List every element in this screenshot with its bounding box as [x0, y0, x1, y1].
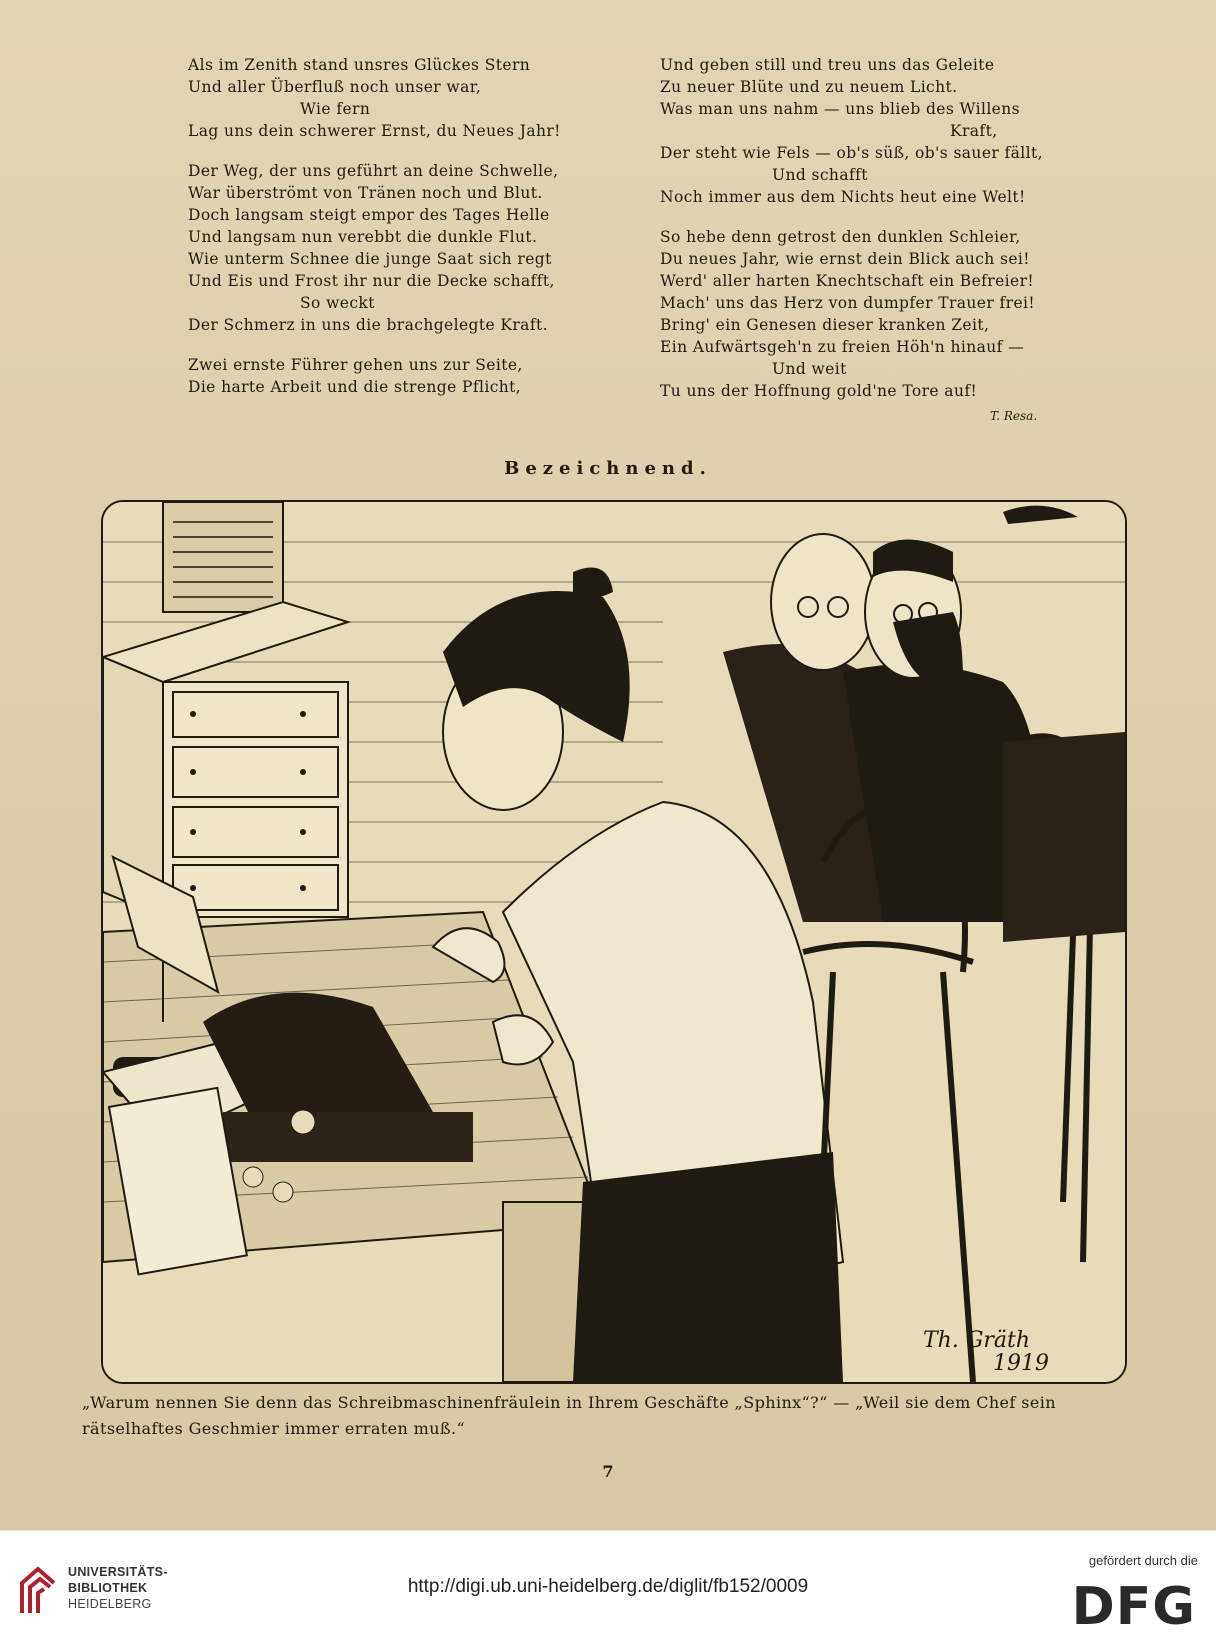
- artist-signature: Th. Gräth: [923, 1328, 1031, 1353]
- poem-line: Als im Zenith stand unsres Glückes Stern: [188, 56, 531, 74]
- poem-line: Wie unterm Schnee die junge Saat sich regt: [188, 250, 552, 268]
- poem-line: Mach' uns das Herz von dumpfer Trauer frei!: [660, 294, 1036, 312]
- artist-signature-year: 1919: [993, 1351, 1049, 1376]
- poem-line: Und aller Überfluß noch unser war,: [188, 78, 482, 96]
- stanza-gap: [188, 336, 608, 354]
- stanza-gap: [660, 208, 1080, 226]
- poem-line: Der steht wie Fels — ob's süß, ob's sauer fällt,: [660, 144, 1043, 162]
- poem-line: Tu uns der Hoffnung gold'ne Tore auf!: [660, 382, 978, 400]
- dfg-logo: DFG: [1071, 1577, 1196, 1637]
- page-number: 7: [602, 1462, 614, 1481]
- poem-line: Die harte Arbeit und die strenge Pflicht,: [188, 378, 522, 396]
- poem-line: Und geben still und treu uns das Geleite: [660, 56, 995, 74]
- poem-line: Und langsam nun verebbt die dunkle Flut.: [188, 228, 538, 246]
- poem-line: Ein Aufwärtsgeh'n zu freien Höh'n hinauf —: [660, 338, 1024, 356]
- institution-name: UNIVERSITÄTS- BIBLIOTHEK HEIDELBERG: [68, 1565, 168, 1611]
- poem-line: Du neues Jahr, wie ernst dein Blick auch sei!: [660, 250, 1030, 268]
- poem-line: Was man uns nahm — uns blieb des Willens: [660, 100, 1020, 118]
- cartoon-title: Bezeichnend.: [504, 458, 712, 479]
- permalink-url[interactable]: http://digi.ub.uni-heidelberg.de/diglit/fb152/0009: [407, 1576, 809, 1597]
- poem-line: Kraft,: [950, 122, 998, 140]
- cartoon-caption: „Warum nennen Sie denn das Schreibmaschinenfräulein in Ihrem Geschäfte „Sphinx“?“ — „Weil sie dem Chef sein rätselhaftes Geschmier immer erraten muß.“: [82, 1393, 1056, 1438]
- poem-line: Werd' aller harten Knechtschaft ein Befreier!: [660, 272, 1035, 290]
- poem-line: Und Eis und Frost ihr nur die Decke schafft,: [188, 272, 555, 290]
- poem-left-column: [188, 54, 608, 398]
- stanza-gap: [188, 142, 608, 160]
- poem-line: Der Weg, der uns geführt an deine Schwelle,: [188, 162, 559, 180]
- poem-line: Lag uns dein schwerer Ernst, du Neues Jahr!: [188, 122, 561, 140]
- poem-line: Noch immer aus dem Nichts heut eine Welt!: [660, 188, 1026, 206]
- funded-by-label: gefördert durch die: [1088, 1553, 1198, 1568]
- poem-line: Wie fern: [300, 100, 371, 118]
- viewer-footer: [0, 1530, 1216, 1646]
- poem-line: Und weit: [772, 360, 847, 378]
- window-shutter: [163, 502, 283, 612]
- poem-line: So weckt: [300, 294, 375, 312]
- poem-line: Der Schmerz in uns die brachgelegte Kraft.: [188, 316, 548, 334]
- poem-line: Zwei ernste Führer gehen uns zur Seite,: [188, 356, 523, 374]
- poem-right-column: [660, 54, 1080, 402]
- poem-author: T. Resa.: [990, 409, 1038, 423]
- poem-line: So hebe denn getrost den dunklen Schleier,: [660, 228, 1021, 246]
- poem-line: Zu neuer Blüte und zu neuem Licht.: [660, 78, 958, 96]
- cartoon-illustration: [101, 500, 1127, 1384]
- poem-line: Bring' ein Genesen dieser kranken Zeit,: [660, 316, 990, 334]
- poem-line: Doch langsam steigt empor des Tages Helle: [188, 206, 550, 224]
- poem-line: War überströmt von Tränen noch und Blut.: [188, 184, 543, 202]
- poem-line: Und schafft: [772, 166, 868, 184]
